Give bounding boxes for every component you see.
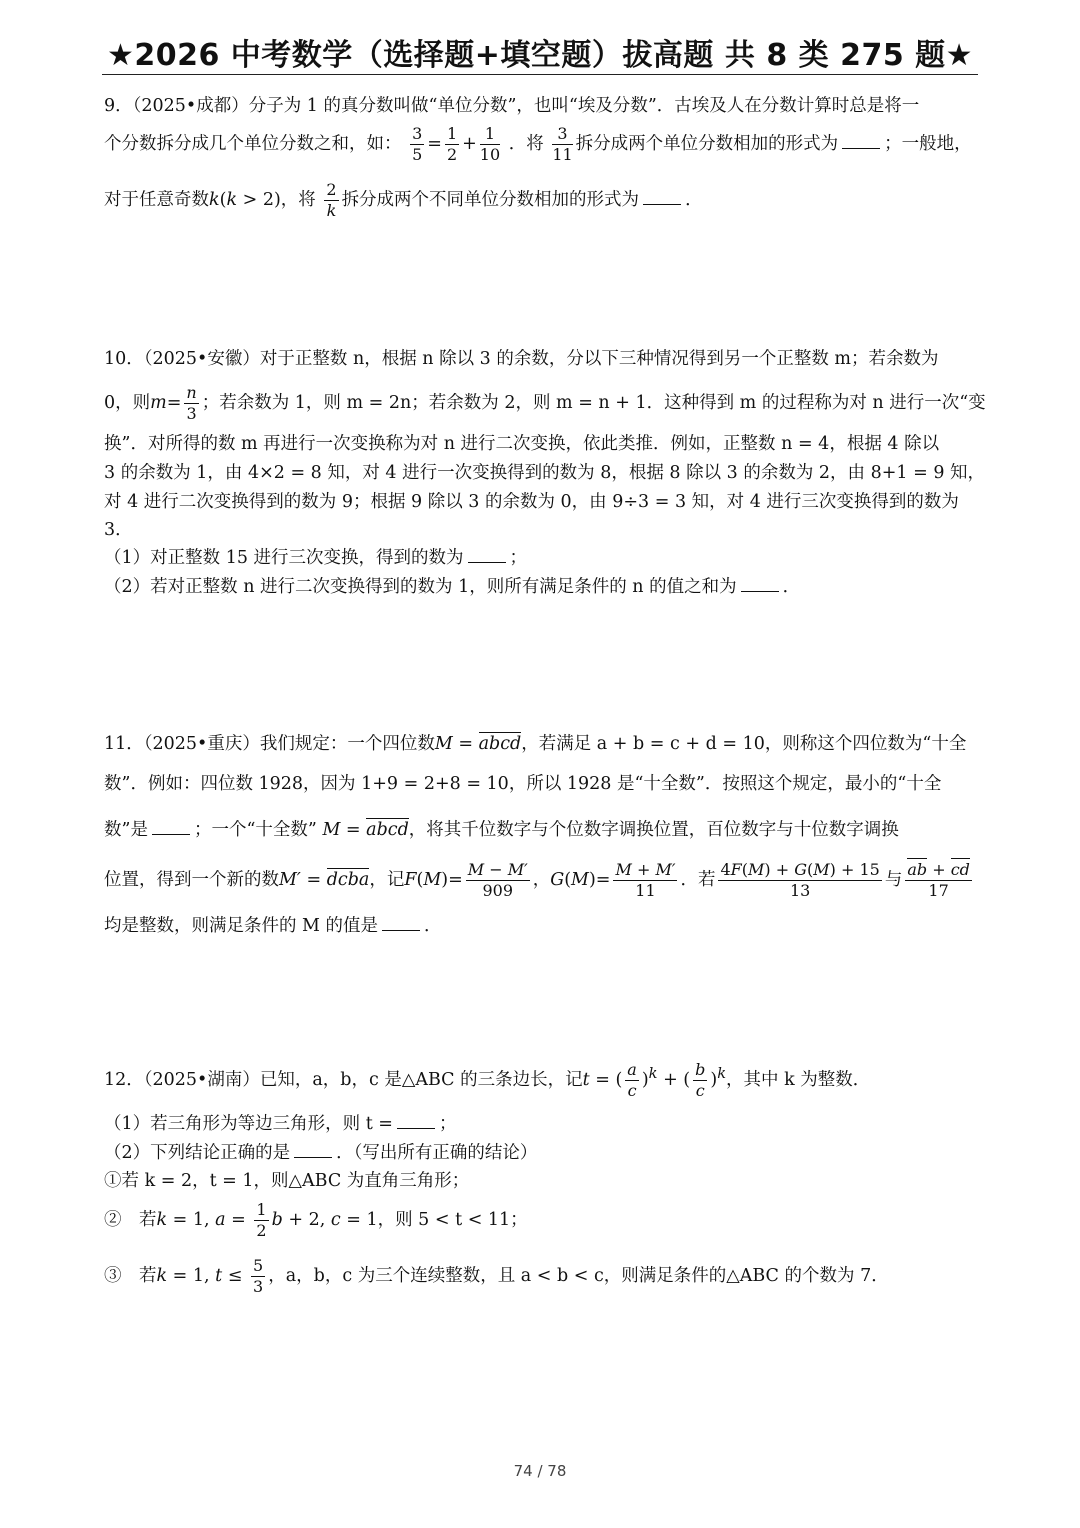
- q12-text: （2）下列结论正确的是: [104, 1143, 291, 1163]
- math-expr: t = ( $\frac{a}{c}$ )$^k$ + ( $\frac{b}{c}$ )$^k$: [582, 1060, 727, 1100]
- q10-text: ；: [509, 548, 528, 568]
- math-expr: F(M)= $\frac{M - M'}{909}$: [404, 860, 528, 900]
- q9-line-2: [104, 126, 972, 163]
- answer-blank: [294, 1157, 332, 1158]
- q11-text: ，: [532, 870, 551, 890]
- math-expr: $\frac{2}{k}$: [326, 180, 337, 220]
- answer-blank: [397, 1128, 435, 1129]
- q12-part-1: [104, 1116, 456, 1134]
- q11-line-5: [104, 918, 442, 936]
- q9-text: ．将: [508, 134, 544, 154]
- q12-text: 12．（2025•湖南）已知，a，b，c 是△ABC 的三条边长，记: [104, 1070, 583, 1090]
- q11-text: 与: [884, 870, 903, 890]
- page-number: 74 / 78: [513, 1462, 567, 1480]
- answer-blank: [468, 562, 506, 563]
- q9-line-1: 9．（2025•成都）分子为 1 的真分数叫做“单位分数”，也叫“埃及分数”．古埃及人在分数计算时总是将一: [104, 96, 920, 116]
- math-expr: $\frac{3}{5}$ = $\frac{1}{2}$ + $\frac{1}{10}$: [412, 124, 501, 164]
- q9-text: ．: [685, 190, 703, 210]
- math-expr: k(k > 2): [209, 190, 281, 210]
- q11-text: ．: [424, 916, 442, 936]
- q10-text: ．: [782, 577, 801, 597]
- q10-line-4: 3 的余数为 1，由 4×2 = 8 知，对 4 进行一次变换得到的数为 8，根据 8 除以 3 的余数为 2，由 8+1 = 9 知，: [104, 463, 986, 483]
- q9-text: ，将: [280, 190, 316, 210]
- q12-choice-1: ①若 k = 2，t = 1，则△ABC 为直角三角形；: [104, 1171, 470, 1191]
- q12-text: ．（写出所有正确的结论）: [336, 1143, 538, 1163]
- q10-line-2: [104, 385, 986, 422]
- math-expr: k = 1, a = $\frac{1}{2}$ b + 2, c = 1: [156, 1200, 378, 1240]
- q11-text: ；一个“十全数”: [193, 820, 317, 840]
- q11-text: ，将其千位数字与个位数字调换位置，百位数字与十位数字调换: [408, 820, 899, 840]
- q11-text: 11．（2025•重庆）我们规定：一个四位数: [104, 734, 435, 754]
- q9-text: 拆分成两个不同单位分数相加的形式为: [341, 190, 640, 210]
- q12-choice-2: [104, 1202, 528, 1239]
- q12-part-2: [104, 1145, 537, 1163]
- q10-text: （1）对正整数 15 进行三次变换，得到的数为: [104, 548, 464, 568]
- q10-line-3: 换”．对所得的数 m 再进行一次变换称为对 n 进行二次变换，依此类推．例如，正整数 n = 4，根据 4 除以: [104, 434, 940, 454]
- q12-text: ，a，b，c 为三个连续整数，且 a < b < c，则满足条件的△ABC 的个数为 7．: [268, 1266, 889, 1286]
- answer-blank: [741, 591, 779, 592]
- q10-text: （2）若对正整数 n 进行二次变换得到的数为 1，则所有满足条件的 n 的值之和为: [104, 577, 737, 597]
- q10-line-1: 10．（2025•安徽）对于正整数 n，根据 n 除以 3 的余数，分以下三种情况得到另一个正整数 m；若余数为: [104, 349, 939, 369]
- q10-text: 0，则: [104, 393, 151, 413]
- q12-text: ，其中 k 为整数．: [726, 1070, 871, 1090]
- q11-text: 数”是: [104, 820, 148, 840]
- q12-text: ③ 若: [104, 1266, 157, 1286]
- math-expr: $\frac{ab + cd}{17}$: [907, 860, 970, 900]
- q11-line-1: [104, 736, 966, 754]
- answer-blank: [643, 204, 681, 205]
- answer-blank: [382, 930, 420, 931]
- answer-blank: [152, 834, 190, 835]
- q10-part-2: [104, 579, 800, 597]
- q10-line-6: 3．: [104, 520, 133, 540]
- math-expr: k = 1, t ≤ $\frac{5}{3}$: [156, 1256, 264, 1296]
- q10-text: ；若余数为 1，则 m = 2n；若余数为 2，则 m = n + 1．这种得到 m 的过程称为对 n 进行一次“变: [201, 393, 986, 413]
- q12-text: ② 若: [104, 1210, 157, 1230]
- math-expr: M′ = dcba: [279, 870, 370, 890]
- q11-line-2: 数”．例如：四位数 1928，因为 1+9 = 2+8 = 10，所以 1928 是“十全数”．按照这个规定，最小的“十全: [104, 774, 942, 794]
- q12-text: （1）若三角形为等边三角形，则 t =: [104, 1114, 393, 1134]
- q11-text: ．若: [680, 870, 716, 890]
- q12-line-1: [104, 1062, 870, 1099]
- answer-blank: [842, 148, 880, 149]
- q12-text: ，则 5 < t < 11；: [377, 1210, 528, 1230]
- math-expr: M = abcd: [322, 820, 409, 840]
- q9-text: 拆分成两个单位分数相加的形式为: [575, 134, 839, 154]
- q11-line-4: [104, 862, 975, 899]
- q11-text: ，记: [369, 870, 405, 890]
- q9-text: 对于任意奇数: [104, 190, 209, 210]
- math-expr: $\frac{4F(M) + G(M) + 15}{13}$: [720, 860, 880, 900]
- q9-text: ；一般地，: [884, 134, 972, 154]
- q12-choice-3: [104, 1258, 889, 1295]
- q9-line-3: [104, 182, 703, 219]
- q11-line-3: [104, 822, 899, 840]
- document-title: ★2026 中考数学（选择题+填空题）拔高题 共 8 类 275 题★: [106, 38, 974, 73]
- q12-text: ；: [438, 1114, 457, 1134]
- q11-text: 位置，得到一个新的数: [104, 870, 279, 890]
- math-expr: G(M)= $\frac{M + M'}{11}$: [550, 860, 676, 900]
- title-divider: [102, 74, 978, 75]
- q11-text: 均是整数，则满足条件的 M 的值是: [104, 916, 379, 936]
- q10-line-5: 对 4 进行二次变换得到的数为 9；根据 9 除以 3 的余数为 0，由 9÷3 = 3 知，对 4 进行三次变换得到的数为: [104, 492, 959, 512]
- math-expr: M = abcd: [434, 734, 522, 754]
- q9-text: 个分数拆分成几个单位分数之和，如：: [104, 134, 402, 154]
- q11-text: ，若满足 a + b = c + d = 10，则称这个四位数为“十全: [521, 734, 967, 754]
- q10-part-1: [104, 550, 527, 568]
- math-expr: m= $\frac{n}{3}$: [150, 383, 197, 423]
- math-expr: $\frac{3}{11}$: [552, 124, 573, 164]
